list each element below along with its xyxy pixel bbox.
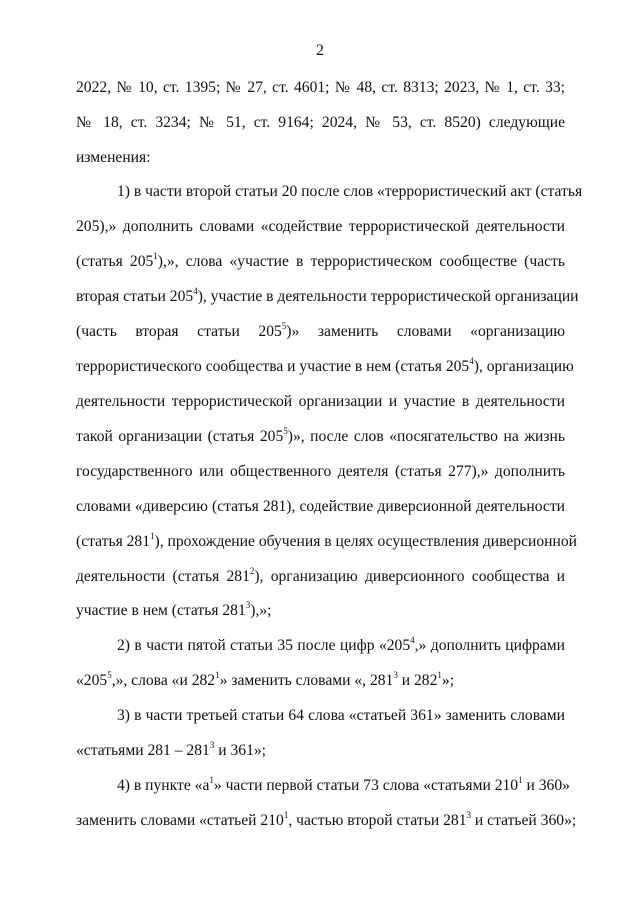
text-line (117, 182, 583, 202)
text-line (76, 497, 565, 517)
text-line (76, 355, 574, 377)
text-fragment: и 282 (397, 672, 438, 689)
superscript: 4 (469, 355, 474, 366)
page-number: 2 (316, 42, 324, 59)
superscript: 1 (215, 669, 220, 680)
text-line (76, 78, 565, 98)
text-fragment: 2022, № 10, ст. 1395; № 27, ст. 4601; № 48, ст. 8313; 2023, № 1, ст. 33; (76, 79, 565, 96)
text-fragment: ), прохождение обучения в целях осуществления диверсионной (154, 533, 577, 550)
text-line (117, 774, 570, 796)
text-fragment: вторая статьи 205 (76, 288, 194, 305)
text-fragment: 1) в части второй статьи 20 после слов «террористический акт (статья (117, 183, 583, 200)
text-fragment: ), организацию диверсионного сообщества и (254, 568, 565, 585)
text-line (76, 148, 565, 168)
text-fragment: (статья 205 (76, 253, 154, 270)
text-line (76, 741, 565, 761)
text-fragment: (часть вторая статьи 205 (76, 323, 282, 340)
superscript: 5 (281, 320, 287, 331)
text-fragment: »; (441, 672, 455, 689)
text-fragment: и 361»; (214, 742, 266, 759)
text-line (76, 601, 565, 621)
text-line (76, 427, 565, 447)
superscript: 3 (466, 809, 471, 820)
text-line (76, 392, 565, 412)
superscript: 3 (209, 739, 215, 750)
text-fragment: такой организации (статья 205 (76, 428, 284, 445)
text-fragment: , частью второй статьи 281 (288, 812, 467, 829)
text-fragment: «205 (76, 672, 108, 689)
text-line (76, 322, 565, 342)
text-line (76, 567, 565, 587)
text-fragment: » заменить словами «, 281 (219, 672, 394, 689)
text-fragment: и 360» (522, 777, 570, 794)
text-line (117, 636, 565, 656)
superscript: 2 (249, 565, 255, 576)
text-fragment: словами «диверсию (статья 281), содействие диверсионной деятельности (76, 498, 565, 515)
superscript: 1 (150, 530, 155, 541)
text-line (76, 252, 565, 272)
text-fragment: (статья 281 (76, 533, 151, 550)
text-fragment: № 18, ст. 3234; № 51, ст. 9164; 2024, № 53, ст. 8520) следующие (76, 114, 565, 131)
superscript: 1 (153, 250, 158, 261)
text-fragment: )», после слов «посягательство на жизнь (287, 428, 565, 445)
text-fragment: ,» дополнить цифрами (414, 637, 565, 654)
text-fragment: » части первой статьи 73 слова «статьями 210 (213, 777, 519, 794)
text-line (117, 706, 565, 726)
text-fragment: деятельности (статья 281 (76, 568, 250, 585)
text-fragment: ),», слова «участие в террористическом сообществе (часть (157, 253, 565, 270)
text-fragment: террористического сообщества и участие в нем (статья 205 (76, 358, 470, 375)
text-fragment: «статьями 281 – 281 (76, 742, 210, 759)
text-fragment: ), организацию (473, 358, 574, 375)
superscript: 1 (437, 669, 442, 680)
text-fragment: ), участие в деятельности террористической организации (197, 288, 579, 305)
text-fragment: 4) в пункте «а (117, 777, 210, 794)
text-line (76, 809, 577, 831)
superscript: 1 (283, 809, 289, 820)
text-line (76, 113, 565, 133)
text-fragment: заменить словами «статьей 210 (76, 812, 284, 829)
superscript: 5 (107, 669, 112, 680)
text-fragment: изменения: (76, 149, 151, 166)
text-fragment: )» заменить словами «организацию (286, 323, 565, 340)
text-fragment: 2) в части пятой статьи 35 после цифр «205 (117, 637, 411, 654)
text-line (76, 285, 579, 307)
text-fragment: государственного или общественного деятеля (статья 277),» дополнить (76, 463, 565, 480)
text-fragment: участие в нем (статья 281 (76, 602, 246, 619)
text-line (76, 217, 565, 237)
superscript: 5 (283, 425, 288, 436)
text-fragment: ,», слова «и 282 (111, 672, 216, 689)
text-fragment: 205),» дополнить словами «содействие террористической деятельности (76, 218, 565, 235)
text-line (76, 671, 565, 691)
text-line (76, 462, 565, 482)
superscript: 1 (518, 774, 523, 785)
text-fragment: 3) в части третьей статьи 64 слова «статьей 361» заменить словами (117, 707, 565, 724)
superscript: 1 (209, 774, 214, 785)
superscript: 4 (193, 285, 198, 296)
superscript: 3 (393, 669, 398, 680)
text-line (76, 530, 577, 552)
text-fragment: ),»; (250, 602, 272, 619)
text-fragment: деятельности террористической организации и участие в деятельности (76, 393, 565, 410)
superscript: 3 (245, 599, 251, 610)
text-fragment: и статьей 360»; (471, 812, 577, 829)
superscript: 4 (410, 634, 415, 645)
